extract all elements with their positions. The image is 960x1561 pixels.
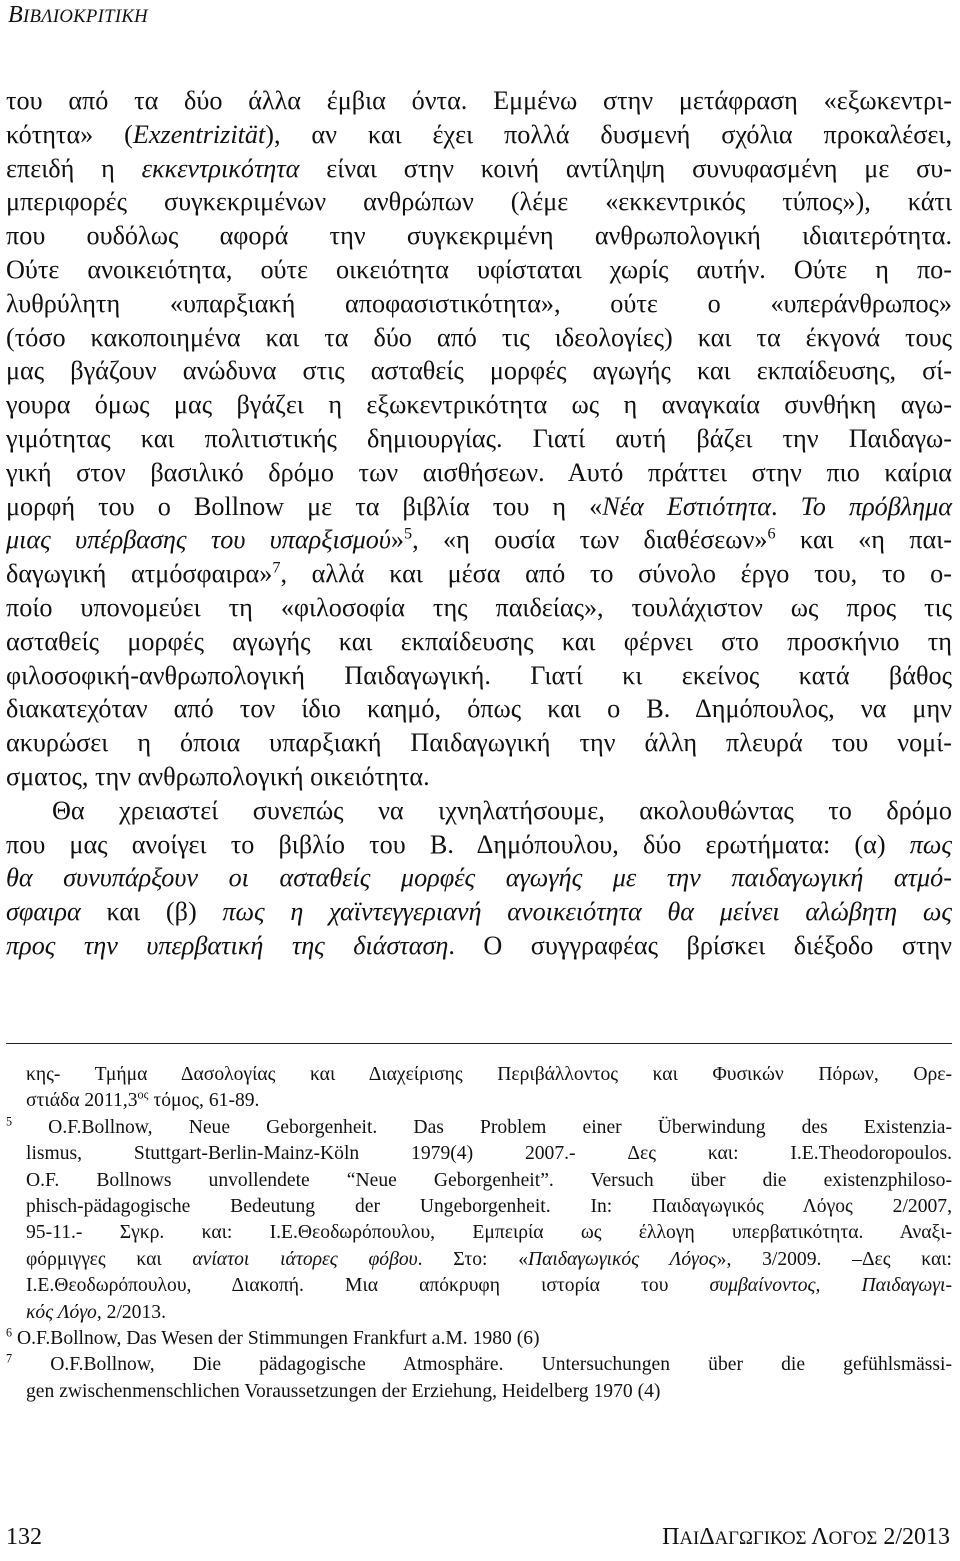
text-line: μιας υπέρβασης του υπαρξισμού»$^5$, «η ουσία των διαθέσεων»$^6$ και «η παι- [6,524,952,555]
text-line: δαγωγική ατμόσφαιρα»$^7$, αλλά και μέσα από το σύνολο έργο του, το ο- [6,558,952,589]
text-line: γουρα όμως μας βγάζει η εξωκεντρικότητα ως η αναγκαία συνθήκη αγω- [6,390,952,420]
footnotes [6,1062,952,1405]
footnote-line: O.F. Bollnows unvollendete “Neue Geborgenheit”. Versuch über die existenzphiloso- [26,1169,952,1191]
footnote-line: lismus, Stuttgart-Berlin-Mainz-Köln 1979(4) 2007.- Δες και: I.E.Theodoropoulos. [26,1143,952,1165]
text-line: που ουδόλως αφορά την συγκεκριμένη ανθρωπολογική ιδιαιτερότητα. [6,221,952,251]
running-header [8,2,148,29]
text-line: θα συνυπάρξουν οι ασταθείς μορφές αγωγής με την παιδαγωγική ατμό- [6,863,952,893]
footnote-6: $^6$ O.F.Bollnow, Das Wesen der Stimmungen Frankfurt a.M. 1980 (6) [6,1325,540,1349]
text-line: γική στον βασιλικό δρόμο των αισθήσεων. Αυτό πράττει στην πιο καίρια [6,457,952,487]
text-line: μορφή του ο Bollnow με τα βιβλία του η «Νέα Εστιότητα. Το πρόβλημα [6,491,952,521]
text-line: φιλοσοφική-ανθρωπολογική Παιδαγωγική. Γιατί κι εκείνος κατά βάθος [6,660,952,690]
footnote-ref-7: 7 [272,558,281,577]
footnote-separator [6,1043,952,1044]
footnote-ref-6: 6 [767,524,776,543]
footnote-line: κός Λόγο, 2/2013. [26,1301,166,1323]
page-number: 132 [6,1524,42,1550]
journal-title: ΠΑΙΔΑΓΩΓΙΚΟΣ ΛΟΓΟΣ 2/2013 [662,1524,950,1550]
header-initial: Β [8,2,23,28]
footnote-line: phisch-pädagogische Bedeutung der Ungeborgenheit. In: Παιδαγωγικός Λόγος 2/2007, [26,1195,952,1217]
text-line: σφαιρα και (β) πως η χαϊντεγγεριανή ανοικειότητα θα μείνει αλώβητη ως [6,897,952,927]
footnote-line: φόρμιγγες και ανίατοι ιάτορες φόβου. Στο: «Παιδαγωγικός Λόγος», 3/2009. –Δες και: [26,1248,952,1270]
text-line: μπεριφορές συγκεκριμένων ανθρώπων (λέμε «εκκεντρικός τύπος»), κάτι [6,187,952,217]
text-line: επειδή η εκκεντρικότητα είναι στην κοινή αντίληψη συνυφασμένη με συ- [6,153,952,183]
footnote-line: κης- Τμήμα Δασολογίας και Διαχείρισης Περιβάλλοντος και Φυσικών Πόρων, Ορε- [26,1064,952,1085]
footnote-line: 95-11.- Σγκρ. και: Ι.Ε.Θεοδωρόπουλου, Εμπειρία ως έλλογη υπερβατικότητα. Αναξι- [26,1222,952,1244]
text-line: Θα χρειαστεί συνεπώς να ιχνηλατήσουμε, ακολουθώντας το δρόμο [52,795,952,825]
footnote-7: $^7$ O.F.Bollnow, Die pädagogische Atmosphäre. Untersuchungen über die gefühlsmässi- [6,1352,952,1376]
text-line: του από τα δύο άλλα έμβια όντα. Εμμένω στην μετάφραση «εξωκεντρι- [6,86,952,115]
text-line: γιμότητας και πολιτιστικής δημιουργίας. Γιατί αυτή βάζει την Παιδαγω- [6,423,952,453]
main-text [6,84,952,963]
text-line: ασταθείς μορφές αγωγής και εκπαίδευσης και φέρνει στο προσκήνιο τη [6,626,952,656]
text-line: μας βγάζουν ανώδυνα στις ασταθείς μορφές αγωγής και εκπαίδευσης, σί- [6,356,952,386]
text-line: που μας ανοίγει το βιβλίο του Β. Δημόπουλου, δύο ερωτήματα: (α) πως [6,829,952,859]
text-line: σματος, την ανθρωπολογική οικειότητα. [6,761,430,791]
header-rest: ΙΒΛΙΟΚΡΙΤΙΚΗ [22,6,148,27]
text-line: (τόσο κακοποιημένα και τα δύο από τις ιδεολογίες) και τα έκγονά τους [6,322,952,352]
text-line: ποίο υπονομεύει τη «φιλοσοφία της παιδείας», τουλάχιστον ως προς τις [6,592,952,622]
footnote-line: στιάδα $2011,3^{o\varsigma}$ τόμος, 61-89. [26,1088,260,1112]
text-line: διακατεχόταν από τον ίδιο καημό, όπως και ο Β. Δημόπουλος, να μην [6,694,952,724]
footnote-line: Ι.Ε.Θεοδωρόπουλου, Διακοπή. Μια απόκρυφη ιστορία του συμβαίνοντος, Παιδαγωγι- [26,1275,952,1297]
footnote-5: $^5$ O.F.Bollnow, Neue Geborgenheit. Das Problem einer Überwindung des Existenzia- [6,1114,952,1138]
text-line: προς την υπερβατική της διάσταση. Ο συγγραφέας βρίσκει διέξοδο στην [6,930,953,960]
text-line: κότητα» (Exzentrizität), αν και έχει πολλά δυσμενή σχόλια προκαλέσει, [6,119,952,149]
text-line: Ούτε ανοικειότητα, ούτε οικειότητα υφίσταται χωρίς αυτήν. Ούτε η πο- [6,254,952,284]
footnote-line: gen zwischenmenschlichen Voraussetzungen der Erziehung, Heidelberg 1970 (4) [26,1380,661,1402]
text-line: λυθρύλητη «υπαρξιακή αποφασιστικότητα», ούτε ο «υπεράνθρωπος» [6,288,952,318]
footnote-ref-5: 5 [404,524,413,543]
text-line: ακυρώσει η όποια υπαρξιακή Παιδαγωγική την άλλη πλευρά του νομί- [6,728,952,758]
